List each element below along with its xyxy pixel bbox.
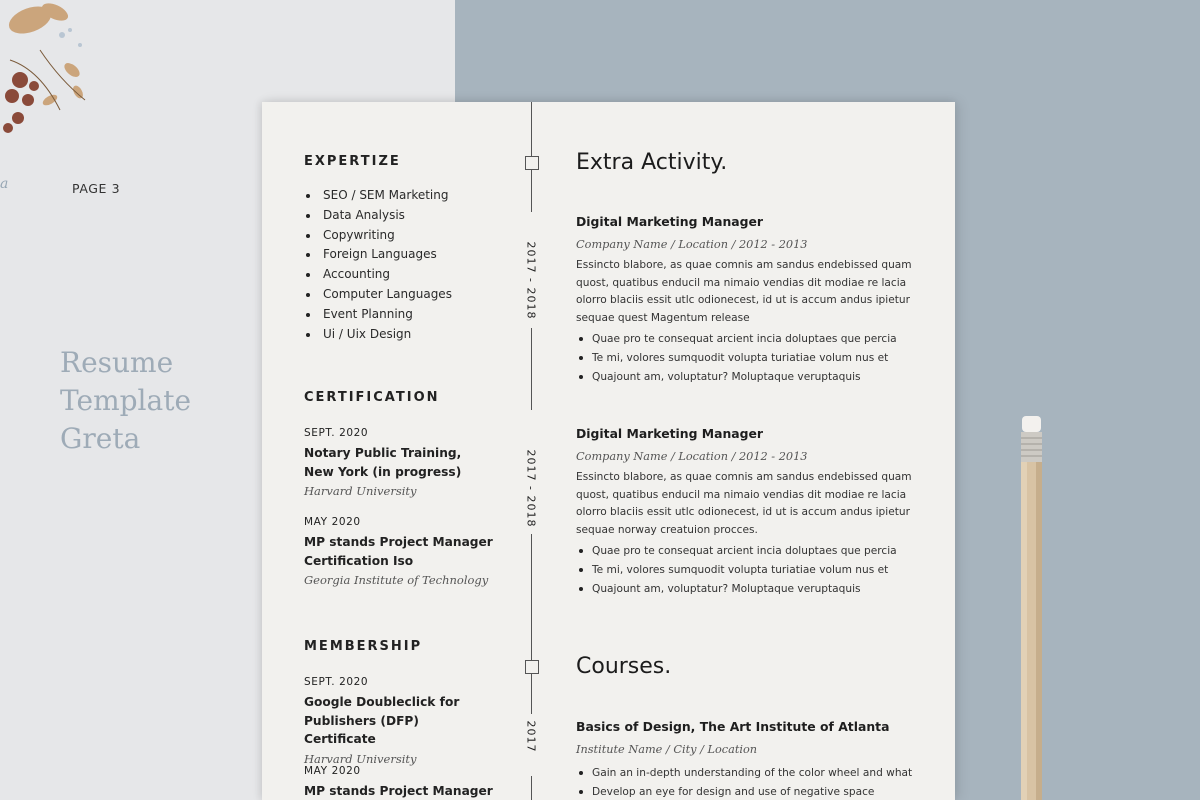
courses-heading: Courses. (576, 654, 672, 679)
list-item: Quajount am, voluptatur? Moluptaque veruptaquis (576, 580, 921, 599)
job-bullets (576, 542, 921, 599)
entry-date: MAY 2020 (304, 765, 361, 777)
resume-page (262, 102, 955, 800)
expertize-heading: EXPERTIZE (304, 154, 401, 169)
list-item: Accounting (304, 265, 452, 285)
list-item: Event Planning (304, 305, 452, 325)
entry-name: Google Doubleclick for Publishers (DFP) Certificate (304, 695, 460, 746)
job-title: Digital Marketing Manager (576, 426, 764, 441)
list-item: Quae pro te consequat arcient incia doluptaes que percia (576, 330, 921, 349)
list-item: Quae pro te consequat arcient incia doluptaes que percia (576, 542, 921, 561)
list-item: Te mi, volores sumquodit volupta turiatiae volum nus et (576, 561, 921, 580)
list-item: Gain an in-depth understanding of the color wheel and what (576, 764, 921, 783)
timeline-line (531, 170, 532, 212)
job-description: Essincto blabore, as quae comnis am sandus endebissed quam quost, quatibus enducil ma nimaio vendias dit modiae re lacia olorro blaciis essit utlc odionecest, id ut is accum andus ipietur sequae quest Magentum release (576, 259, 912, 324)
job-company: Company Name / Location / 2012 - 2013 (576, 238, 808, 251)
entry-date: MAY 2020 (304, 516, 361, 528)
entry-name: Notary Public Training, New York (in progress) (304, 446, 462, 479)
expertize-list (304, 186, 452, 344)
list-item: Ui / Uix Design (304, 325, 452, 345)
cover-title-line: Greta (60, 422, 141, 455)
list-item: Copywriting (304, 226, 452, 246)
cover-title-line: Template (60, 384, 192, 417)
cover-title-line: Resume (60, 346, 174, 379)
certification-heading: CERTIFICATION (304, 390, 440, 405)
timeline-line (531, 102, 532, 156)
list-item: Te mi, volores sumquodit volupta turiatiae volum nus et (576, 349, 921, 368)
list-item: Quajount am, voluptatur? Moluptaque veruptaquis (576, 368, 921, 387)
timeline-line (531, 328, 532, 410)
job-bullets (576, 330, 921, 387)
course-title: Basics of Design, The Art Institute of Atlanta (576, 719, 890, 734)
floral-decoration-icon (0, 0, 110, 140)
list-item: Foreign Languages (304, 245, 452, 265)
cover-title (60, 344, 260, 458)
membership-entry (304, 676, 494, 766)
timeline-line (531, 674, 532, 714)
list-item: SEO / SEM Marketing (304, 186, 452, 206)
certification-entry (304, 516, 494, 587)
list-item: Develop an eye for design and use of negative space (576, 783, 921, 800)
timeline-year: 2017 (524, 720, 538, 753)
entry-date: SEPT. 2020 (304, 676, 369, 688)
activity-entry (576, 426, 921, 599)
list-item: Data Analysis (304, 206, 452, 226)
timeline-marker (525, 156, 539, 170)
cover-text-fragment: a (0, 176, 9, 192)
entry-institution: Harvard University (304, 484, 417, 498)
job-title: Digital Marketing Manager (576, 214, 764, 229)
timeline-year: 2017 - 2018 (524, 241, 538, 320)
entry-institution: Georgia Institute of Technology (304, 573, 489, 587)
job-description: Essincto blabore, as quae comnis am sandus endebissed quam quost, quatibus enducil ma nimaio vendias dit modiae re lacia olorro blaciis essit utlc odionecest, id ut is accum andus ipietur sequae norway creatuion procces. (576, 471, 912, 536)
job-company: Company Name / Location / 2012 - 2013 (576, 450, 808, 463)
timeline-line (531, 534, 532, 660)
entry-name: MP stands Project Manager (304, 784, 493, 798)
timeline-year: 2017 - 2018 (524, 449, 538, 528)
entry-date: SEPT. 2020 (304, 427, 369, 439)
course-bullets (576, 764, 921, 800)
entry-institution: Harvard University (304, 751, 417, 766)
course-entry (576, 719, 921, 800)
timeline-line (531, 776, 532, 800)
extra-activity-heading: Extra Activity. (576, 150, 728, 175)
list-item: Computer Languages (304, 285, 452, 305)
pencil-icon (1019, 410, 1044, 800)
certification-entry (304, 427, 494, 498)
activity-entry (576, 214, 921, 387)
timeline-marker (525, 660, 539, 674)
membership-entry (304, 765, 494, 800)
page-label: PAGE 3 (72, 181, 121, 196)
course-institution: Institute Name / City / Location (576, 743, 758, 756)
membership-heading: MEMBERSHIP (304, 639, 423, 654)
entry-name: MP stands Project Manager Certification Iso (304, 535, 493, 568)
